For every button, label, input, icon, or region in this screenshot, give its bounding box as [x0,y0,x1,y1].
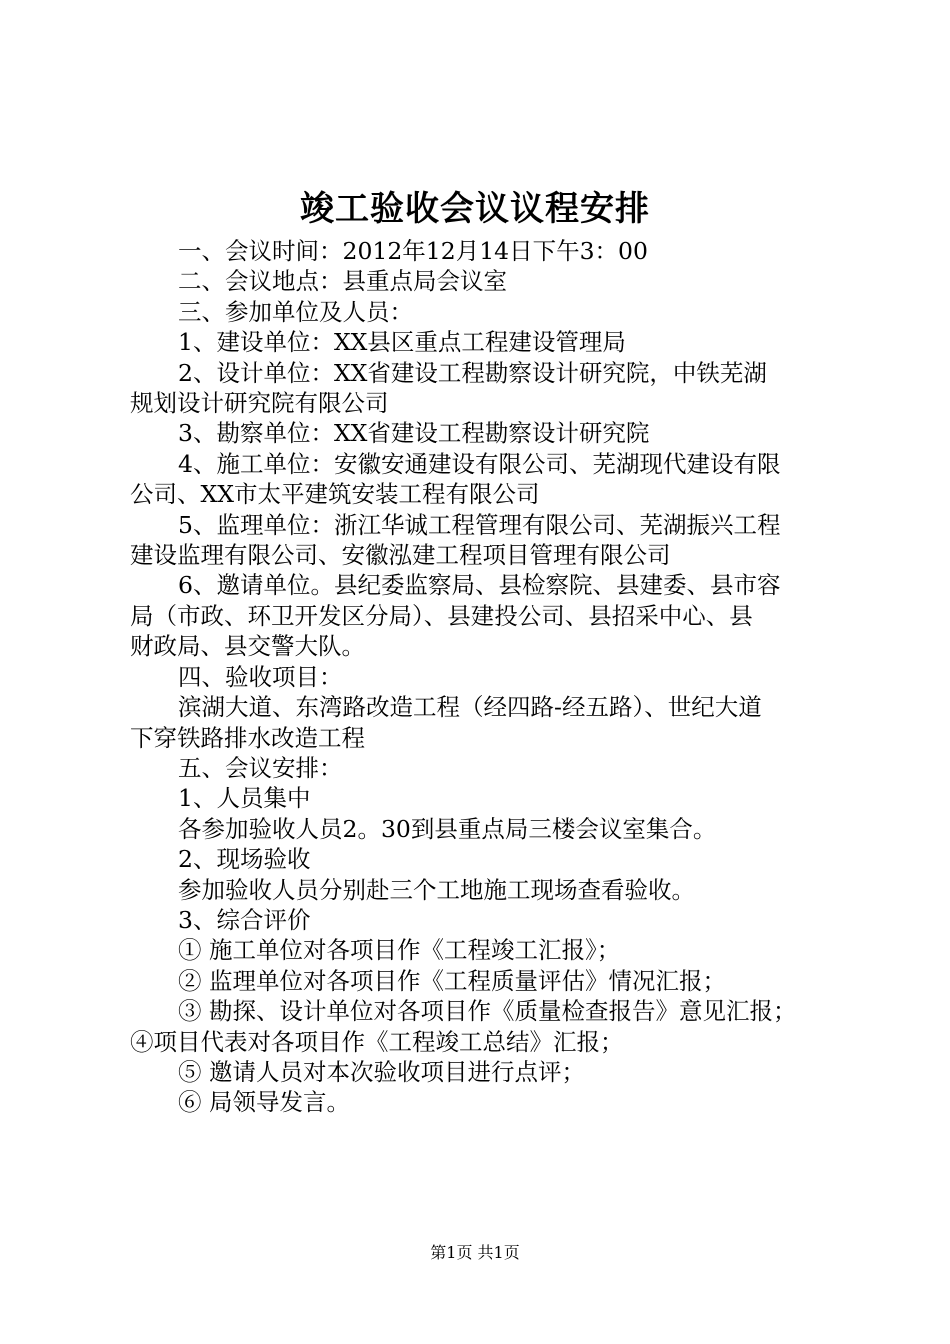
line-design-unit-cont: 规划设计研究院有限公司 [130,389,389,418]
line-evaluation-item-4: ④项目代表对各项目作《工程竣工总结》汇报； [130,1027,624,1056]
line-participants-heading: 三、参加单位及人员： [178,297,413,326]
document-title: 竣工验收会议议程安排 [300,189,650,229]
line-evaluation-item-6: ⑥ 局领导发言。 [178,1088,350,1117]
line-design-unit: 2、设计单位：XX省建设工程勘察设计研究院，中铁芜湖 [178,358,767,387]
line-acceptance-projects: 滨湖大道、东湾路改造工程（经四路-经五路）、世纪大道 [178,693,762,722]
line-construction-unit: 1、建设单位：XX县区重点工程建设管理局 [178,328,626,357]
line-acceptance-projects-heading: 四、验收项目： [178,662,343,691]
line-builder-unit: 4、施工单位：安徽安通建设有限公司、芜湖现代建设有限 [178,449,781,478]
line-supervision-unit: 5、监理单位：浙江华诚工程管理有限公司、芜湖振兴工程 [178,510,781,539]
line-meeting-location: 二、会议地点：县重点局会议室 [178,267,507,296]
document-body [130,236,842,1118]
line-invited-units-cont-2: 财政局、县交警大队。 [130,632,365,661]
line-builder-unit-cont: 公司、XX市太平建筑安装工程有限公司 [130,480,540,509]
line-invited-units: 6、邀请单位。县纪委监察局、县检察院、县建委、县市容 [178,571,781,600]
line-arrangement-heading: 五、会议安排： [178,753,343,782]
line-gathering-detail: 各参加验收人员2。30到县重点局三楼会议室集合。 [178,814,717,843]
line-evaluation-item-5: ⑤ 邀请人员对本次验收项目进行点评； [178,1057,585,1086]
line-evaluation-heading: 3、综合评价 [178,905,311,934]
line-evaluation-item-3: ③ 勘探、设计单位对各项目作《质量检查报告》意见汇报； [178,997,797,1026]
page-footer: 第1页 共1页 [430,1243,520,1262]
line-evaluation-item-2: ② 监理单位对各项目作《工程质量评估》情况汇报； [178,966,726,995]
line-meeting-time: 一、会议时间：2012年12月14日下午3：00 [178,237,648,265]
line-supervision-unit-cont: 建设监理有限公司、安徽泓建工程项目管理有限公司 [130,541,671,570]
line-site-acceptance-heading: 2、现场验收 [178,845,311,874]
line-evaluation-item-1: ① 施工单位对各项目作《工程竣工汇报》； [178,936,621,965]
line-invited-units-cont-1: 局（市政、环卫开发区分局）、县建投公司、县招采中心、县 [130,601,753,630]
line-acceptance-projects-cont: 下穿铁路排水改造工程 [130,723,365,752]
line-site-acceptance-detail: 参加验收人员分别赴三个工地施工现场查看验收。 [178,875,695,904]
line-gathering-heading: 1、人员集中 [178,784,311,813]
line-survey-unit: 3、勘察单位：XX省建设工程勘察设计研究院 [178,419,650,448]
